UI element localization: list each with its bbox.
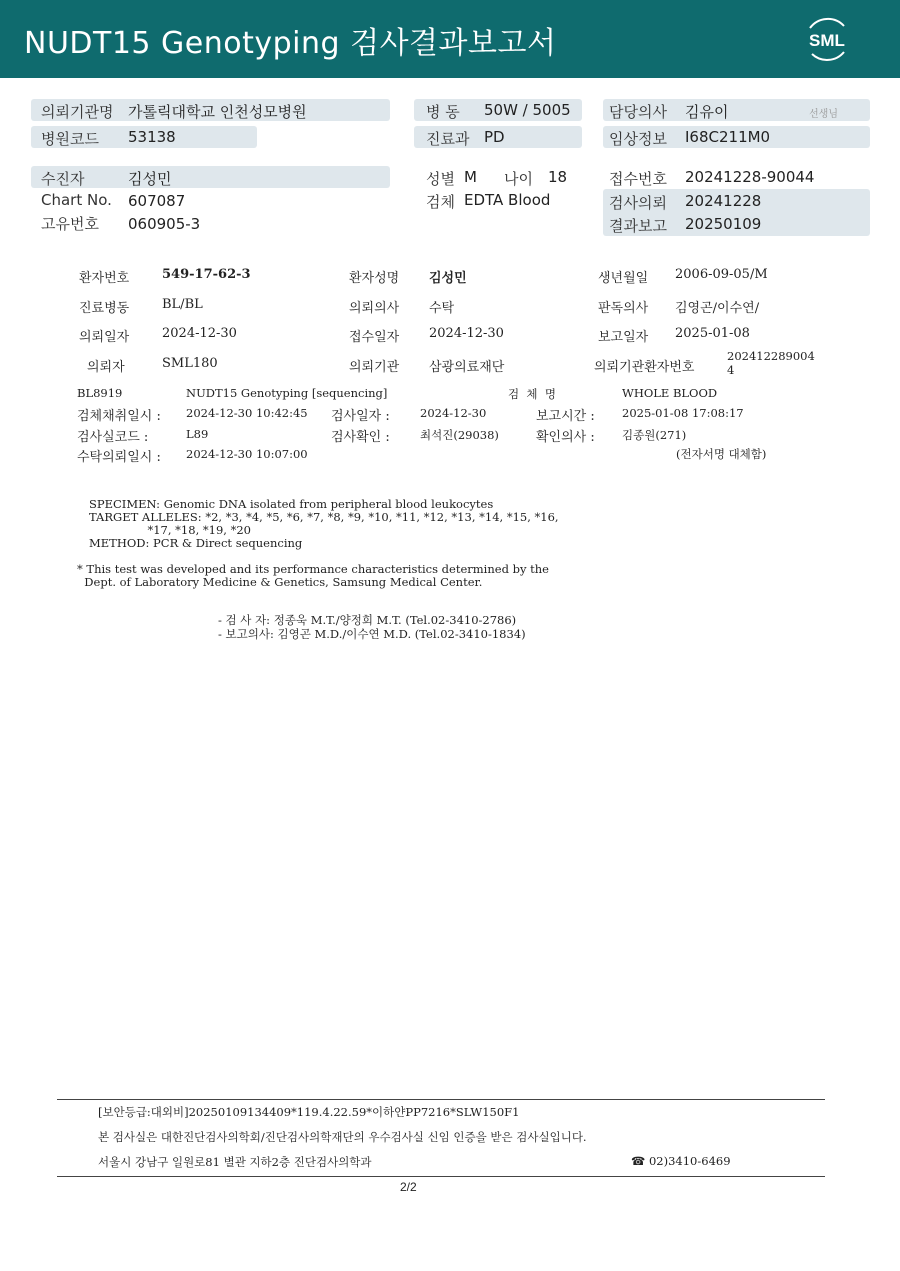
specimen-label: 검체 — [426, 193, 455, 211]
dob-value: 2006-09-05/M — [675, 267, 768, 282]
inst-patient-no-value-1: 202412289004 — [727, 349, 815, 363]
lab-code-value: L89 — [186, 427, 209, 441]
patient-name-value: 김성민 — [429, 271, 467, 286]
report-date-label: 결과보고 — [609, 217, 667, 235]
req-doctor-value: 수탁 — [429, 301, 455, 316]
confirm-label: 검사확인 : — [331, 430, 390, 445]
req-doctor-label: 의뢰의사 — [349, 301, 400, 316]
requester-label: 의뢰자 — [87, 360, 125, 375]
logo-text: SML — [809, 31, 845, 50]
doctor-label: 담당의사 — [609, 103, 667, 121]
req-inst-label: 의뢰기관 — [349, 360, 400, 375]
clinical-label: 임상정보 — [609, 130, 667, 148]
test-code: BL8919 — [77, 386, 123, 400]
report-time-value: 2025-01-08 17:08:17 — [622, 406, 744, 420]
report-date2-label: 보고일자 — [598, 330, 649, 345]
requester-value: SML180 — [162, 356, 218, 371]
target-alleles-line: TARGET ALLELES: *2, *3, *4, *5, *6, *7, *8, *9, *10, *11, *12, *13, *14, *15, *16, — [89, 510, 559, 524]
sex-value: M — [464, 168, 477, 186]
confirm-doc-label: 확인의사 : — [536, 430, 595, 445]
uid-value: 060905-3 — [128, 215, 201, 233]
confirm-doc-value: 김종원(271) — [622, 428, 687, 442]
req-org-value: 가톨릭대학교 인천성모병원 — [128, 103, 307, 121]
age-label: 나이 — [504, 170, 533, 188]
hosp-code-value: 53138 — [128, 128, 176, 146]
req-date-label: 검사의뢰 — [609, 194, 667, 212]
doctor-value: 김유이 — [685, 103, 729, 121]
sml-logo — [802, 14, 852, 64]
inst-patient-no-label: 의뢰기관환자번호 — [594, 360, 695, 375]
consign-value: 2024-12-30 10:07:00 — [186, 447, 308, 461]
sex-label: 성별 — [426, 170, 455, 188]
dept-value: PD — [484, 128, 505, 146]
specimen-value: EDTA Blood — [464, 191, 551, 209]
receipt-date-value: 2024-12-30 — [429, 326, 504, 341]
dob-label: 생년월일 — [598, 271, 649, 286]
patient-row — [31, 166, 390, 188]
ward2-label: 진료병동 — [79, 301, 130, 316]
patient-no-label: 환자번호 — [79, 271, 130, 286]
security-line: [보안등급:대외비]20250109134409*119.4.22.59*이하얀PP7216*SLW150F1 — [98, 1105, 520, 1119]
specimen-name-value: WHOLE BLOOD — [622, 386, 718, 400]
report-date2-value: 2025-01-08 — [675, 326, 750, 341]
specimen-line: SPECIMEN: Genomic DNA isolated from peripheral blood leukocytes — [89, 497, 494, 511]
reader-label: 판독의사 — [598, 301, 649, 316]
clinical-value: I68C211M0 — [685, 128, 771, 146]
report-header-bar — [0, 0, 900, 78]
consign-label: 수탁의뢰일시 : — [77, 450, 161, 465]
confirm-value: 최석진(29038) — [420, 428, 499, 442]
inst-patient-no-value-2: 4 — [727, 363, 735, 377]
doctor-suffix: 선생님 — [809, 109, 838, 120]
hosp-code-label: 병원코드 — [41, 130, 99, 148]
collect-value: 2024-12-30 10:42:45 — [186, 406, 308, 420]
req-date-value: 20241228 — [685, 192, 762, 210]
ward2-value: BL/BL — [162, 297, 203, 312]
test-date-value: 2024-12-30 — [420, 406, 487, 420]
dept-label: 진료과 — [426, 130, 470, 148]
patient-value: 김성민 — [128, 170, 172, 188]
receipt-value: 20241228-90044 — [685, 168, 815, 186]
disclaimer-line-1: * This test was developed and its performance characteristics determined by the — [77, 562, 549, 576]
method-line: METHOD: PCR & Direct sequencing — [89, 536, 303, 550]
patient-label: 수진자 — [41, 170, 85, 188]
patient-name-label: 환자성명 — [349, 271, 400, 286]
lab-code-label: 검사실코드 : — [77, 430, 149, 445]
report-date-value: 20250109 — [685, 215, 762, 233]
receipt-date-label: 접수일자 — [349, 330, 400, 345]
reader-value: 김영곤/이수연/ — [675, 301, 760, 316]
req-date2-label: 의뢰일자 — [79, 330, 130, 345]
req-inst-value: 삼광의료재단 — [429, 360, 505, 375]
chart-value: 607087 — [128, 192, 186, 210]
report-time-label: 보고시간 : — [536, 409, 595, 424]
signature-note: (전자서명 대체함) — [676, 447, 767, 461]
footer-bottom-rule — [57, 1176, 825, 1177]
disclaimer-line-2: Dept. of Laboratory Medicine & Genetics, Samsung Medical Center. — [77, 575, 483, 589]
page-number: 2/2 — [400, 1180, 417, 1194]
reporter-line: - 보고의사: 김영곤 M.D./이수연 M.D. (Tel.02-3410-1834) — [218, 627, 526, 641]
test-name: NUDT15 Genotyping [sequencing] — [186, 386, 388, 400]
target-alleles-line-2: *17, *18, *19, *20 — [89, 523, 251, 537]
collect-label: 검체채취일시 : — [77, 409, 161, 424]
ward-label: 병 동 — [426, 103, 460, 121]
ward-value: 50W / 5005 — [484, 101, 571, 119]
req-date2-value: 2024-12-30 — [162, 326, 237, 341]
chart-label: Chart No. — [41, 191, 112, 209]
footer-top-rule — [57, 1099, 825, 1100]
age-value: 18 — [548, 168, 568, 186]
req-org-label: 의뢰기관명 — [41, 103, 114, 121]
report-title: NUDT15 Genotyping 검사결과보고서 — [24, 26, 557, 61]
cert-line: 본 검사실은 대한진단검사의학회/진단검사의학재단의 우수검사실 신임 인증을 받은 검사실입니다. — [98, 1130, 587, 1144]
receipt-label: 접수번호 — [609, 170, 667, 188]
uid-label: 고유번호 — [41, 215, 99, 233]
test-date-label: 검사일자 : — [331, 409, 390, 424]
phone-line: ☎ 02)3410-6469 — [631, 1154, 731, 1168]
specimen-name-label: 검 체 명 — [508, 387, 556, 401]
address-line: 서울시 강남구 일원로81 별관 지하2층 진단검사의학과 — [98, 1155, 372, 1169]
patient-no-value: 549-17-62-3 — [162, 267, 251, 282]
tester-line: - 검 사 자: 정종욱 M.T./양정희 M.T. (Tel.02-3410-2786) — [218, 613, 517, 627]
